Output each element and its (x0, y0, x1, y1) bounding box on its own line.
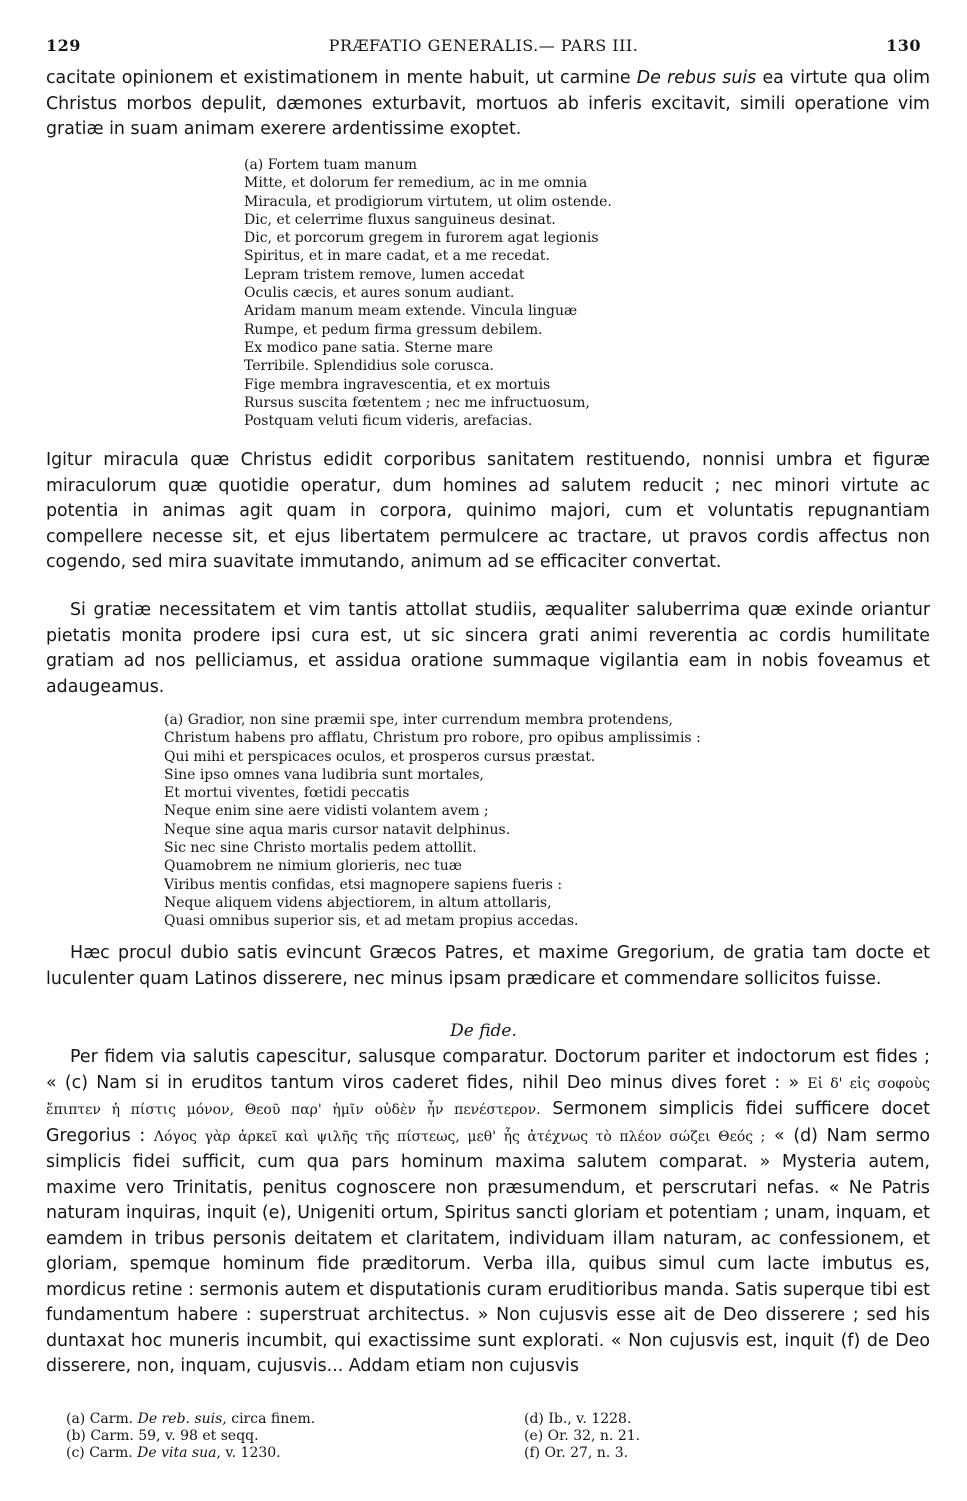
paragraph-5 (46, 1045, 930, 1380)
verse-line: Quasi omnibus superior sis, et ad metam propius accedas. (164, 913, 579, 930)
greek-quote-1: Εἰ δ' εἰς σοφοὺς ἔπιπτεν ἡ πίστις μόνον, Θεοῦ παρ' ἡμῖν οὐδὲν ἦν πενέστερον. (46, 1075, 930, 1118)
section-title: De fide. (450, 1021, 517, 1041)
page-number-left: 129 (46, 36, 81, 55)
footnote: (b) Carm. 59, v. 98 et seqq. (66, 1428, 259, 1444)
verse-line: Sine ipso omnes vana ludibria sunt mortales, (164, 766, 484, 783)
verse-line: Dic, et celerrime fluxus sanguineus desinat. (244, 211, 556, 228)
verse-line: Rumpe, et pedum firma gressum debilem. (244, 321, 543, 338)
paragraph-5-text-b: Sermonem simplicis fidei sufficere docet Gregorius : (46, 1099, 930, 1146)
verse-line: Et mortui viventes, fœtidi peccatis (164, 785, 410, 802)
footnote: (a) Carm. De reb. suis, circa finem. (66, 1411, 316, 1427)
verse-line: Terribile. Splendidius sole corusca. (244, 358, 494, 375)
paragraph-1-text-b: ea virtute qua olim Christus morbos depulit, dæmones exturbavit, mortuos ab inferis excitavit, simili operatione vim gratiæ in suam animam exerere ardentissime exoptet. (46, 68, 931, 139)
footnote: (f) Or. 27, n. 3. (524, 1445, 629, 1461)
paragraph-2: Igitur miracula quæ Christus edidit corporibus sanitatem restituendo, nonnisi umbra et figuræ miraculorum quæ quotidie operatur, dum homines ad salutem reducit ; nec minori virtute ac potentia in animas agit quam in corpora, quinimo majori, cum et voluntatis repugnantiam compellere necesse sit, et ejus libertatem permulcere ac tractare, ut pravos cordis affectus non cogendo, sed mira suavitate immutando, animum ad se efficaciter convertat. (46, 450, 930, 572)
verse-line: Quamobrem ne nimium glorieris, nec tuæ (164, 858, 462, 875)
greek-quote-2: Λόγος γὰρ ἀρκεῖ καὶ ψιλῆς τῆς πίστεως, μεθ' ἧς ἀτέχνως τὸ πλέον σώζει Θεός ; (153, 1128, 766, 1145)
verse-line: Neque enim sine aere vidisti volantem avem ; (164, 803, 489, 820)
verse-quote-2 (164, 711, 701, 931)
verse-line: Christum habens pro afflatu, Christum pro robore, pro opibus amplissimis : (164, 730, 701, 747)
footnote: (c) Carm. De vita sua, v. 1230. (66, 1445, 281, 1461)
page-number-right: 130 (886, 36, 921, 55)
verse-line: Neque aliquem videns abjectiorem, in altum attollaris, (164, 894, 552, 911)
footnote: (e) Or. 32, n. 21. (524, 1428, 641, 1444)
verse-line: Spiritus, et in mare cadat, et a me recedat. (244, 248, 550, 265)
paragraph-4: Hæc procul dubio satis evincunt Græcos Patres, et maxime Gregorium, de gratia tam docte et luculenter quam Latinos disserere, nec minus ipsam prædicare et commendare sollicitos fuisse. (46, 943, 930, 989)
verse-line: Postquam veluti ficum videris, arefacias. (244, 413, 533, 430)
verse-line: Lepram tristem remove, lumen accedat (244, 266, 525, 283)
verse-line: Viribus mentis confidas, etsi magnopere sapiens fueris : (164, 876, 563, 893)
verse-line: (a) Gradior, non sine præmii spe, inter currendum membra protendens, (164, 712, 674, 728)
verse-line: Qui mihi et perspicaces oculos, et prosperos cursus præstat. (164, 748, 596, 765)
paragraph-1-italic-title: De rebus suis (636, 68, 757, 88)
verse-line: Miracula, et prodigiorum virtutem, ut olim ostende. (244, 193, 612, 210)
paragraph-5-text-c: « (d) Nam sermo simplicis fidei sufficit, cum qua pars hominum maxima salutem comparat. » Mysteria autem, maxime vero Trinitatis, penitus cognoscere non præsumendum, et perscrutari nefas. « Ne Patris naturam inquiras, inquit (e), Unigeniti ortum, Spiritus sancti gloriam et potentiam ; unam, inquam, et eamdem in tribus personis deitatem et claritatem, individuam illam naturam, ac confessionem, et gloriam, spemque hominum fide præditorum. Verba illa, quibus simul cum lacte imbutus es, mordicus retine : sermonis autem et disputationis curam eruditioribus manda. Satis superque tibi est fundamentum habere : superstruat architectus. » Non cujusvis esse ait de Deo disserere ; sed his duntaxat hoc muneris incumbit, qui exactissime sunt explorati. « Non cujusvis est, inquit (f) de Deo disserere, non, inquam, cujusvis... Addam etiam non cujusvis (46, 1125, 931, 1376)
verse-line: Neque sine aqua maris cursor natavit delphinus. (164, 821, 511, 838)
paragraph-3: Si gratiæ necessitatem et vim tantis attollat studiis, æqualiter saluberrima quæ exinde oriantur pietatis monita prodere ipsi cura est, ut sic sincera grati animi reverentia ac cordis humilitate gratiam ad nos pelliciamus, et assidua oratione summaque vigilantia eam in nobis foveamus et adaugeamus. (46, 600, 930, 697)
verse-line: Fige membra ingravescentia, et ex mortuis (244, 376, 551, 393)
verse-line: Sic nec sine Christo mortalis pedem attollit. (164, 840, 477, 857)
paragraph-1-text-a: cacitate opinionem et existimationem in mente habuit, ut carmine (46, 68, 637, 88)
paragraph-1 (46, 66, 930, 143)
footnotes-right (524, 1411, 640, 1462)
verse-line: Ex modico pane satia. Sterne mare (244, 339, 493, 356)
verse-quote-1 (244, 156, 612, 430)
verse-line: (a) Fortem tuam manum (244, 157, 418, 173)
verse-line: Rursus suscita fœtentem ; nec me infructuosum, (244, 394, 590, 411)
footnote: (d) Ib., v. 1228. (524, 1411, 632, 1427)
paragraph-5-text-a: Per fidem via salutis capescitur, salusque comparatur. Doctorum pariter et indoctorum est fides ; « (c) Nam si in eruditos tantum viros caderet fides, nihil Deo minus dives foret : » (46, 1047, 930, 1093)
verse-line: Oculis cæcis, et aures sonum audiant. (244, 285, 515, 302)
verse-line: Dic, et porcorum gregem in furorem agat legionis (244, 230, 599, 247)
verse-line: Aridam manum meam extende. Vincula linguæ (244, 303, 578, 320)
running-header (46, 36, 921, 58)
running-title: PRÆFATIO GENERALIS.— PARS III. (328, 36, 639, 55)
footnotes-left (66, 1411, 315, 1462)
verse-line: Mitte, et dolorum fer remedium, ac in me omnia (244, 175, 588, 192)
